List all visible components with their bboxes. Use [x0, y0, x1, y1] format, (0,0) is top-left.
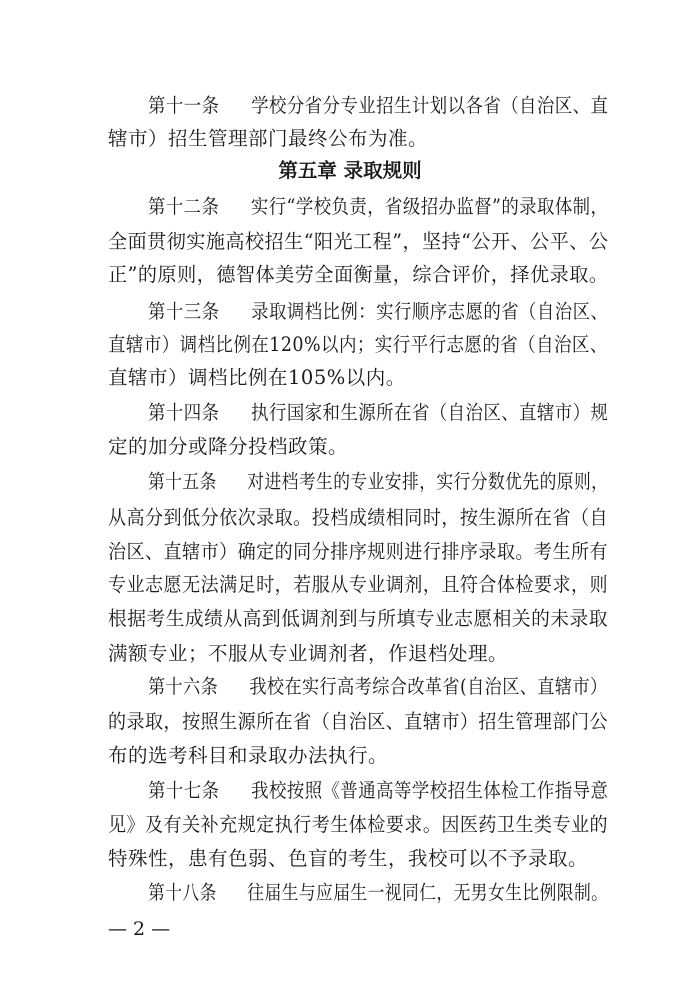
article-16-first-line [148, 674, 608, 700]
article-label: 第十八条 [148, 881, 217, 904]
page-number: — 2 — [108, 918, 171, 940]
article-text: 执行国家和生源所在省（自治区、直辖市）规 [251, 401, 609, 424]
article-13-line-3: 直辖市）调档比例在105%以内。 [108, 366, 406, 389]
article-12-line-2: 全面贯彻实施高校招生“阳光工程”，坚持“公开、公平、公 [108, 230, 609, 253]
article-15-line-5: 根据考生成绩从高到低调剂到与所填专业志愿相关的未录取 [108, 607, 609, 630]
article-17-line-2: 见》及有关补充规定执行考生体检要求。因医药卫生类专业的 [108, 813, 609, 836]
article-15-line-2: 从高分到低分依次录取。投档成绩相同时，按生源所在省（自 [108, 506, 609, 529]
chapter-heading: 第五章 录取规则 [278, 159, 422, 182]
article-16-line-2: 的录取，按照生源所在省（自治区、直辖市）招生管理部门公 [108, 710, 609, 733]
article-17-first-line [148, 778, 608, 804]
article-text: 实行“学校负责，省级招办监督”的录取体制， [250, 195, 609, 218]
article-text: 录取调档比例：实行顺序志愿的省（自治区、 [251, 300, 609, 323]
article-text: 对进档考生的专业安排，实行分数优先的原则， [247, 470, 609, 493]
article-text: 我校在实行高考综合改革省(自治区、直辖市） [249, 675, 608, 698]
article-12-first-line [148, 194, 608, 220]
article-label: 第十二条 [148, 195, 220, 218]
article-15-first-line [148, 469, 608, 495]
article-label: 第十三条 [148, 300, 220, 323]
article-15-line-6: 满额专业；不服从专业调剂者，作退档处理。 [108, 642, 509, 665]
article-13-line-2: 直辖市）调档比例在120%以内；实行平行志愿的省（自治区、 [108, 333, 608, 356]
article-16-line-3: 布的选考科目和录取办法执行。 [108, 744, 389, 767]
article-text: 学校分省分专业招生计划以各省（自治区、直 [251, 94, 609, 117]
article-label: 第十一条 [148, 94, 220, 117]
article-label: 第十七条 [148, 779, 220, 802]
article-11-first-line [148, 93, 609, 119]
article-15-line-4: 专业志愿无法满足时，若服从专业调剂，且符合体检要求，则 [108, 573, 609, 596]
article-14-line-2: 定的加分或降分投档政策。 [108, 435, 349, 458]
article-11-line-2: 辖市）招生管理部门最终公布为准。 [108, 127, 429, 150]
article-label: 第十五条 [148, 470, 217, 493]
article-text: 往届生与应届生一视同仁，无男女生比例限制。 [247, 881, 609, 904]
article-label: 第十四条 [148, 401, 220, 424]
article-12-line-3: 正”的原则，德智体美劳全面衡量，综合评价，择优录取。 [108, 263, 609, 286]
article-18-first-line [148, 880, 608, 906]
article-17-line-3: 特殊性，患有色弱、色盲的考生，我校可以不予录取。 [108, 847, 589, 870]
article-14-first-line [148, 400, 608, 426]
article-label: 第十六条 [148, 675, 219, 698]
article-text: 我校按照《普通高等学校招生体检工作指导意 [251, 779, 609, 802]
article-15-line-3: 治区、直辖市）确定的同分排序规则进行排序录取。考生所有 [108, 540, 609, 563]
article-13-first-line [148, 299, 608, 325]
